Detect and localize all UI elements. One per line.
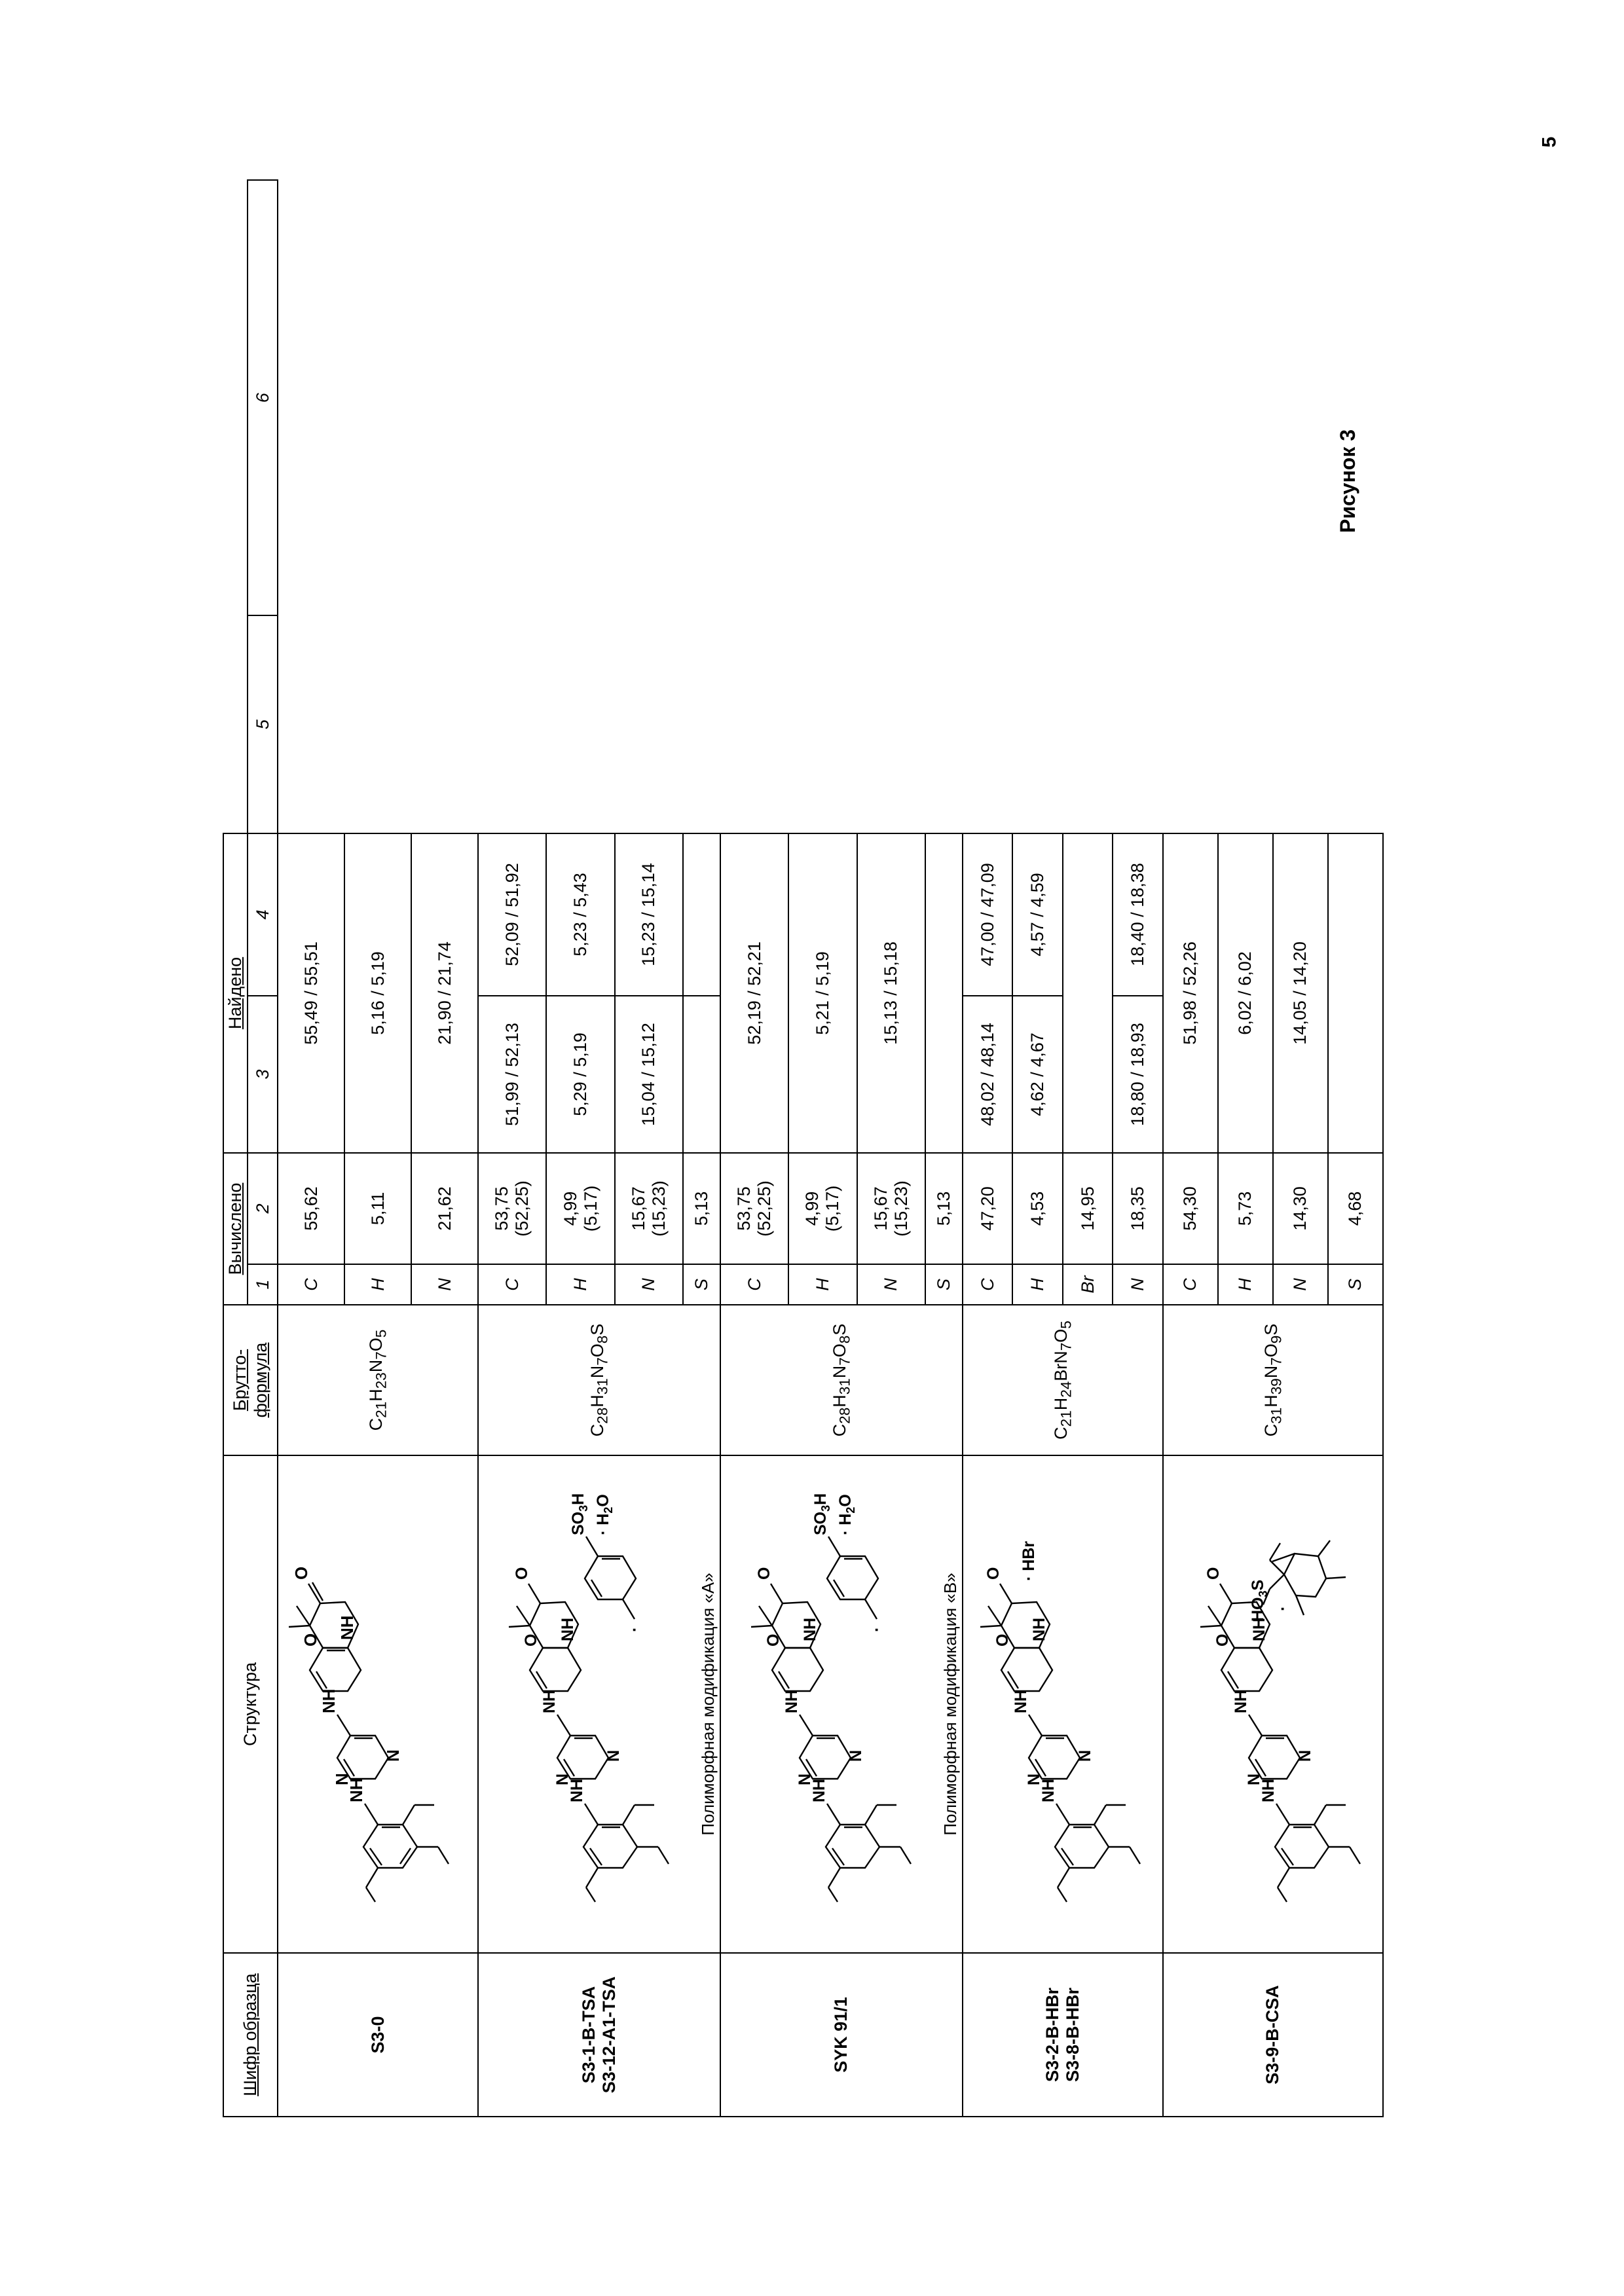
table-row xyxy=(278,180,344,2117)
element-symbol: C xyxy=(278,1264,344,1305)
element-symbol: H xyxy=(1012,1264,1063,1305)
colnum-2: 2 xyxy=(248,1152,278,1264)
label-h2o: · H2O xyxy=(594,1493,616,1535)
polymorph-label: Полиморфная модификация «А» xyxy=(698,1572,718,1836)
sample-code: S3-2-B-HBr S3-8-B-HBr xyxy=(963,1953,1163,2117)
sample-code: SYK 91/1 xyxy=(720,1953,963,2117)
gross-formula: $C_{21}H_{24}BrN_7O_5$ xyxy=(963,1305,1163,1455)
molecule-hbr-icon xyxy=(965,1501,1161,1907)
label-nh: NH xyxy=(782,1689,801,1713)
calc-value: 53,75 (52,25) xyxy=(720,1152,788,1264)
structure-image xyxy=(478,1455,720,1953)
label-nh: NH xyxy=(1029,1617,1048,1641)
label-nh: NH xyxy=(1259,1778,1278,1802)
found-value-2: 15,23 / 15,14 xyxy=(615,833,683,995)
element-symbol: Br xyxy=(1063,1264,1113,1305)
label-nh: NH xyxy=(319,1688,339,1713)
found-value: 5,16 / 5,19 xyxy=(344,833,411,1152)
label-nh: NH xyxy=(540,1689,559,1713)
found-value xyxy=(683,995,720,1152)
molecule-tsa-a-icon xyxy=(480,1493,696,1907)
table-row xyxy=(720,180,788,2117)
structure-drawing xyxy=(965,1459,1161,1950)
colnum-4: 4 xyxy=(248,833,278,995)
found-value-2: 4,57 / 4,59 xyxy=(1012,833,1063,995)
found-value-2: 52,09 / 51,92 xyxy=(478,833,546,995)
found-value: 5,21 / 5,19 xyxy=(788,833,857,1152)
label-nh: NH xyxy=(1039,1778,1058,1802)
found-value: 18,80 / 18,93 xyxy=(1113,995,1163,1152)
calc-value: 18,35 xyxy=(1113,1152,1163,1264)
colnum-1: 1 xyxy=(248,1264,278,1305)
element-symbol: N xyxy=(1113,1264,1163,1305)
found-value: 48,02 / 48,14 xyxy=(963,995,1013,1152)
found-value: 51,98 / 52,26 xyxy=(1163,833,1218,1152)
calc-value: 5,11 xyxy=(344,1152,411,1264)
found-value: 15,13 / 15,18 xyxy=(857,833,925,1152)
label-nh: NH xyxy=(809,1778,828,1802)
element-symbol: N xyxy=(1273,1264,1328,1305)
label-o: O xyxy=(513,1567,532,1580)
found-value xyxy=(1063,833,1113,1152)
found-value: 4,62 / 4,67 xyxy=(1012,995,1063,1152)
molecule-s3-0-icon xyxy=(280,1501,476,1907)
figure-caption: Рисунок 3 xyxy=(1336,429,1359,533)
label-n: N xyxy=(1075,1749,1094,1762)
found-value: 14,05 / 14,20 xyxy=(1273,833,1328,1152)
header-structure: Структура xyxy=(223,1455,278,1953)
label-o: O xyxy=(522,1633,541,1647)
label-nh: NH xyxy=(800,1617,819,1641)
found-value: 55,49 / 55,51 xyxy=(278,833,344,1152)
found-value-2: 18,40 / 18,38 xyxy=(1113,833,1163,995)
element-symbol: N xyxy=(857,1264,925,1305)
found-value: 6,02 / 6,02 xyxy=(1218,833,1273,1152)
molecule-tsa-b-icon xyxy=(722,1493,938,1907)
calc-value: 5,13 xyxy=(683,1152,720,1264)
found-value xyxy=(925,833,963,1152)
label-nh: NH xyxy=(337,1614,358,1640)
structure-drawing xyxy=(480,1459,718,1950)
header-found: Найдено xyxy=(223,833,248,1152)
found-value: 5,29 / 5,19 xyxy=(546,995,614,1152)
header-code: Шифр образца xyxy=(223,1953,278,2117)
element-symbol: S xyxy=(925,1264,963,1305)
structure-image xyxy=(1163,1455,1383,1953)
label-dot: · xyxy=(625,1626,644,1632)
label-n: N xyxy=(846,1749,865,1762)
label-nh: NH xyxy=(559,1617,578,1641)
found-value xyxy=(1328,833,1383,1152)
sample-code: S3-1-B-TSA S3-12-A1-TSA xyxy=(478,1953,720,2117)
header-calculated: Вычислено xyxy=(223,1152,248,1304)
gross-formula: $C_{21}H_{23}N_7O_5$ xyxy=(278,1305,478,1455)
structure-image xyxy=(720,1455,963,1953)
label-so3h: SO3H xyxy=(569,1493,591,1535)
element-symbol: H xyxy=(546,1264,614,1305)
structure-image xyxy=(278,1455,478,1953)
label-ho3s: HO3S xyxy=(1248,1579,1270,1622)
element-symbol: C xyxy=(963,1264,1013,1305)
label-h2o: · H2O xyxy=(836,1493,857,1535)
found-value: 51,99 / 52,13 xyxy=(478,995,546,1152)
calc-value: 4,99 (5,17) xyxy=(546,1152,614,1264)
calc-value: 14,30 xyxy=(1273,1152,1328,1264)
found-value-2 xyxy=(683,833,720,995)
structure-image xyxy=(963,1455,1163,1953)
table-row xyxy=(963,180,1013,2117)
label-nh: NH xyxy=(1011,1689,1030,1713)
found-value-2: 5,23 / 5,43 xyxy=(546,833,614,995)
calc-value: 5,73 xyxy=(1218,1152,1273,1264)
label-o: O xyxy=(1213,1633,1232,1647)
element-symbol: N xyxy=(411,1264,478,1305)
table-header-row xyxy=(223,180,248,2117)
calc-value: 47,20 xyxy=(963,1152,1013,1264)
structure-drawing xyxy=(280,1459,476,1950)
element-symbol: C xyxy=(1163,1264,1218,1305)
calc-value: 53,75 (52,25) xyxy=(478,1152,546,1264)
molecule-csa-icon xyxy=(1165,1501,1381,1907)
label-n: N xyxy=(1295,1749,1314,1762)
element-symbol: N xyxy=(615,1264,683,1305)
label-dot: · xyxy=(1273,1605,1292,1611)
label-n: N xyxy=(795,1773,814,1785)
label-nh: NH xyxy=(1231,1689,1250,1713)
element-symbol: H xyxy=(1218,1264,1273,1305)
sample-code: S3-9-B-CSA xyxy=(1163,1953,1383,2117)
label-dot: · xyxy=(867,1626,886,1632)
found-value: 15,04 / 15,12 xyxy=(615,995,683,1152)
label-n: N xyxy=(383,1749,403,1762)
calc-value: 5,13 xyxy=(925,1152,963,1264)
element-symbol: S xyxy=(683,1264,720,1305)
label-so3h: SO3H xyxy=(811,1493,832,1535)
calc-value: 55,62 xyxy=(278,1152,344,1264)
analysis-table xyxy=(223,179,1384,2117)
structure-drawing xyxy=(1165,1459,1381,1950)
label-nh: NH xyxy=(346,1777,367,1802)
table-row xyxy=(478,180,546,2117)
label-o: O xyxy=(984,1567,1003,1580)
calc-value: 15,67 (15,23) xyxy=(857,1152,925,1264)
label-n: N xyxy=(332,1772,352,1785)
element-symbol: S xyxy=(1328,1264,1383,1305)
label-o: O xyxy=(291,1566,312,1580)
label-n: N xyxy=(1024,1773,1043,1785)
calc-value: 21,62 xyxy=(411,1152,478,1264)
found-value-2: 47,00 / 47,09 xyxy=(963,833,1013,995)
polymorph-label: Полиморфная модификация «В» xyxy=(940,1572,960,1836)
structure-drawing xyxy=(722,1459,961,1950)
gross-formula: $C_{28}H_{31}N_7O_8S$ xyxy=(478,1305,720,1455)
calc-value: 4,68 xyxy=(1328,1152,1383,1264)
label-n: N xyxy=(604,1749,623,1762)
calc-value: 14,95 xyxy=(1063,1152,1113,1264)
label-nh: NH xyxy=(1249,1617,1268,1641)
label-hbr: · HBr xyxy=(1019,1540,1038,1581)
gross-formula: $C_{28}H_{31}N_7O_8S$ xyxy=(720,1305,963,1455)
gross-formula: $C_{31}H_{39}N_7O_9S$ xyxy=(1163,1305,1383,1455)
colnum-3: 3 xyxy=(248,995,278,1152)
colnum-5: 5 xyxy=(248,615,278,833)
label-o: O xyxy=(1204,1567,1223,1580)
table-container xyxy=(223,179,1401,2117)
table-row xyxy=(1163,180,1218,2117)
page-number: 5 xyxy=(1538,136,1560,148)
element-symbol: C xyxy=(720,1264,788,1305)
label-nh: NH xyxy=(568,1778,587,1802)
calc-value: 4,53 xyxy=(1012,1152,1063,1264)
sample-code: S3-0 xyxy=(278,1953,478,2117)
label-n: N xyxy=(1244,1773,1263,1785)
label-n: N xyxy=(553,1773,572,1785)
found-value: 52,19 / 52,21 xyxy=(720,833,788,1152)
element-symbol: C xyxy=(478,1264,546,1305)
found-value: 21,90 / 21,74 xyxy=(411,833,478,1152)
label-o: O xyxy=(764,1633,783,1647)
calc-value: 15,67 (15,23) xyxy=(615,1152,683,1264)
colnum-6: 6 xyxy=(248,180,278,615)
label-o: O xyxy=(301,1633,321,1647)
calc-value: 4,99 (5,17) xyxy=(788,1152,857,1264)
element-symbol: H xyxy=(344,1264,411,1305)
calc-value: 54,30 xyxy=(1163,1152,1218,1264)
label-o: O xyxy=(993,1633,1012,1647)
label-o: O xyxy=(754,1567,773,1580)
element-symbol: H xyxy=(788,1264,857,1305)
header-formula: Брутто- формула xyxy=(223,1305,278,1455)
